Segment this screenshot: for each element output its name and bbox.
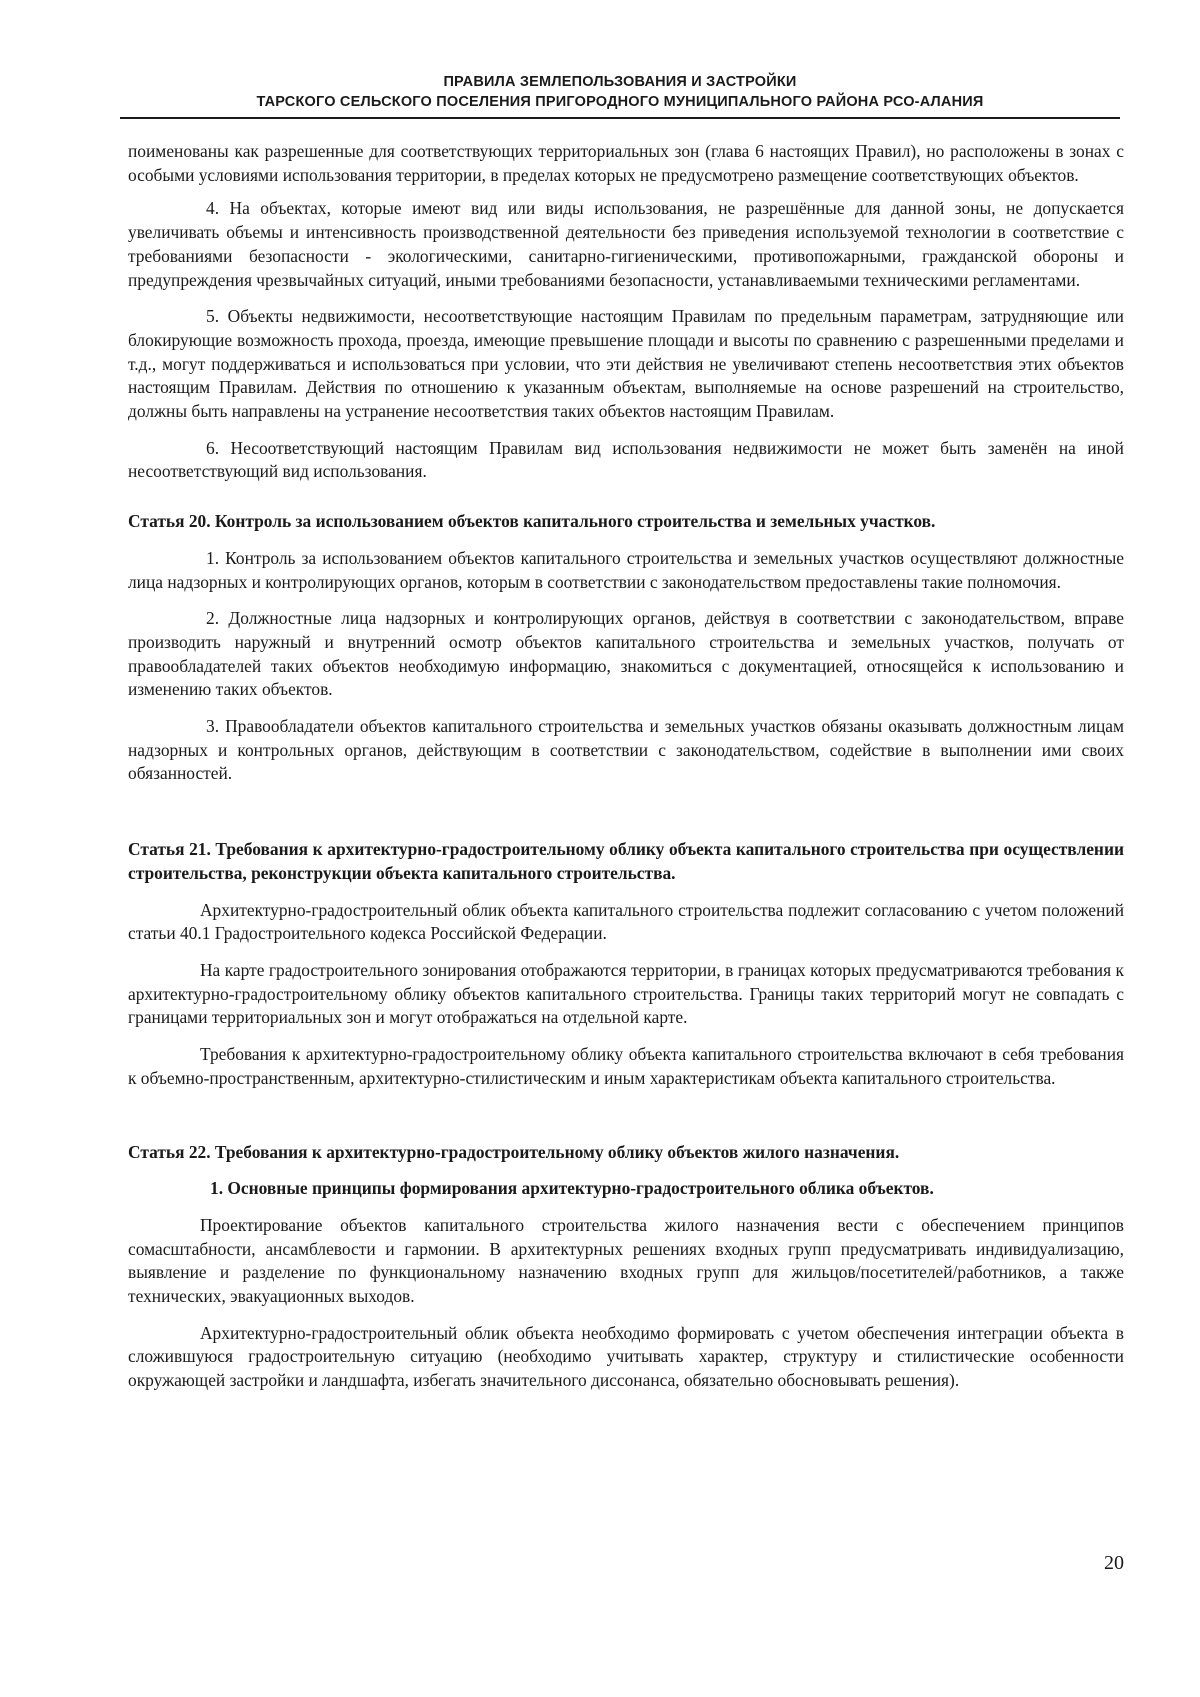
article-20-paragraph-3: 3. Правообладатели объектов капитального строительства и земельных участков обязаны оказывать должностным лицам надзорных и контрольных органов, действующим в соответствии с законодательством, содействие в выполнении ими своих обязанностей. <box>128 716 1124 784</box>
article-22-subheading: 1. Основные принципы формирования архитектурно-градостроительного облика объектов. <box>210 1178 934 1199</box>
article-22-paragraph-1: Проектирование объектов капитального строительства жилого назначения вести с обеспечением принципов сомасштабности, ансамблевости и гармонии. В архитектурных решениях входных групп предусматривать индивидуализацию, выявление и разделение по функциональному назначению входных групп для жильцов/посетителей/работников, а также технических, эвакуационных выходов. <box>128 1214 1124 1307</box>
header-line-2: ТАРСКОГО СЕЛЬСКОГО ПОСЕЛЕНИЯ ПРИГОРОДНОГО МУНИЦИПАЛЬНОГО РАЙОНА РСО-АЛАНИЯ <box>256 94 984 110</box>
article-22-heading: Статья 22. Требования к архитектурно-градостроительному облику объектов жилого назначения. <box>128 1141 900 1162</box>
paragraph-5: 5. Объекты недвижимости, несоответствующие настоящим Правилам по предельным параметрам, затрудняющие или блокирующие возможность прохода, проезда, имеющие превышение площади и высоты по сравнению с разрешенными пределами и т.д., могут поддерживаться и использоваться при условии, что эти действия не увеличивают степень несоответствия этих объектов настоящим Правилам. Действия по отношению к указанным объектам, выполняемые на основе разрешений на строительство, должны быть направлены на устранение несоответствия таких объектов настоящим Правилам. <box>128 306 1124 422</box>
paragraph-4: 4. На объектах, которые имеют вид или виды использования, не разрешённые для данной зоны, не допускается увеличивать объемы и интенсивность производственной деятельности без приведения используемой технологии в соответствие с требованиями безопасности - экологическими, санитарно-гигиеническими, противопожарными, гражданской обороны и предупреждения чрезвычайных ситуаций, иными требованиями безопасности, устанавливаемыми техническими регламентами. <box>128 198 1124 290</box>
paragraph-6: 6. Несоответствующий настоящим Правилам вид использования недвижимости не может быть заменён на иной несоответствующий вид использования. <box>128 437 1124 482</box>
article-21-paragraph-2: На карте градостроительного зонирования отображаются территории, в границах которых предусматриваются требования к архитектурно-градостроительному облику объектов капитального строительства. Границы таких территорий могут не совпадать с границами территориальных зон и могут отображаться на отдельной карте. <box>128 959 1124 1028</box>
article-22-paragraph-2: Архитектурно-градостроительный облик объекта необходимо формировать с учетом обеспечения интеграции объекта в сложившуюся градостроительную ситуацию (необходимо учитывать характер, структуру и стилистические особенности окружающей застройки и ландшафта, избегать значительного диссонанса, обязательно обосновывать решения). <box>128 1322 1124 1391</box>
article-21-heading: Статья 21. Требования к архитектурно-градостроительному облику объекта капитального строительства при осуществлении строительства, реконструкции объекта капитального строительства. <box>128 839 1124 883</box>
header-divider <box>120 117 1120 119</box>
article-20-paragraph-2: 2. Должностные лица надзорных и контролирующих органов, действуя в соответствии с законодательством, вправе производить наружный и внутренний осмотр объектов капитального строительства и земельных участков, получать от правообладателей таких объектов необходимую информацию, знакомиться с документацией, относящейся к использованию и изменению таких объектов. <box>128 608 1124 700</box>
running-header <box>120 72 1120 112</box>
article-20-paragraph-1: 1. Контроль за использованием объектов капитального строительства и земельных участков осуществляют должностные лица надзорных и контролирующих органов, которым в соответствии с законодательством предоставлены такие полномочия. <box>128 547 1124 592</box>
article-20-heading: Статья 20. Контроль за использованием объектов капитального строительства и земельных участков. <box>128 511 936 532</box>
article-21-paragraph-1: Архитектурно-градостроительный облик объекта капитального строительства подлежит согласованию с учетом положений статьи 40.1 Градостроительного кодекса Российской Федерации. <box>128 899 1124 944</box>
article-21-paragraph-3: Требования к архитектурно-градостроительному облику объекта капитального строительства включают в себя требования к объемно-пространственным, архитектурно-стилистическим и иным характеристикам объекта капитального строительства. <box>128 1044 1124 1088</box>
page-number: 20 <box>1104 1552 1124 1574</box>
header-line-1: ПРАВИЛА ЗЕМЛЕПОЛЬЗОВАНИЯ И ЗАСТРОЙКИ <box>443 74 797 90</box>
intro-paragraph: поименованы как разрешенные для соответствующих территориальных зон (глава 6 настоящих Правил), но расположены в зонах с особыми условиями использования территории, в пределах которых не предусмотрено размещение соответствующих объектов. <box>128 141 1124 185</box>
document-body <box>128 140 1124 1393</box>
